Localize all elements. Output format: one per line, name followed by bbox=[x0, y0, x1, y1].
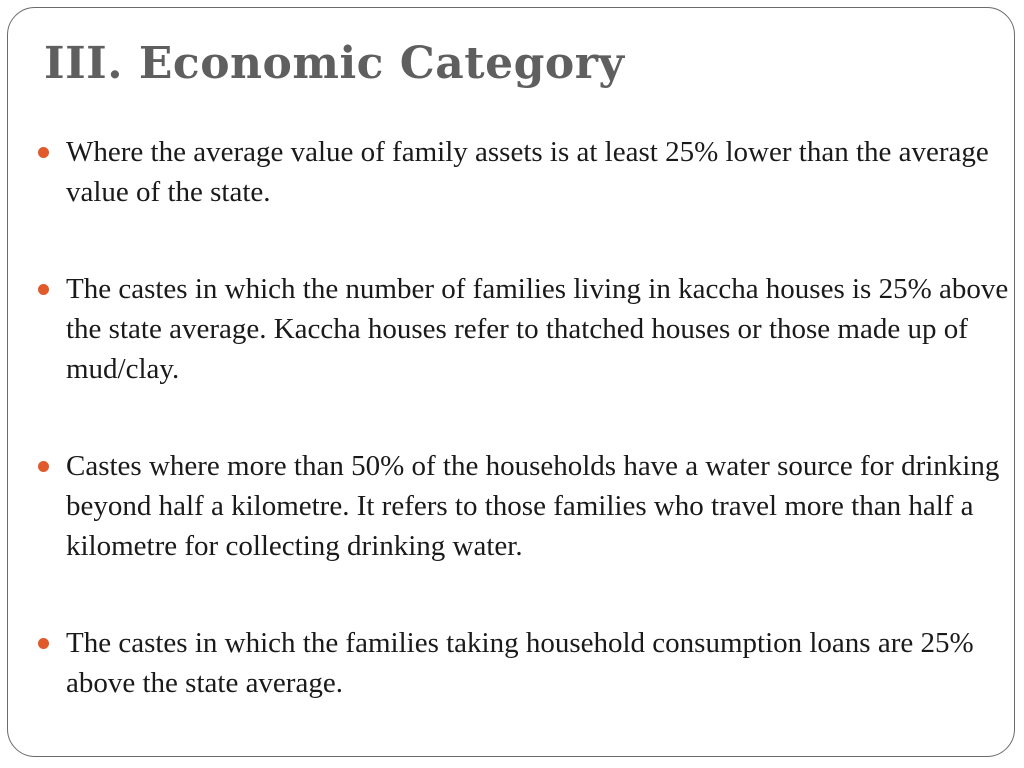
bullet-dot-icon bbox=[38, 284, 49, 295]
bullet-item-consumption-loans bbox=[66, 623, 1021, 703]
bullet-dot-icon bbox=[38, 638, 49, 649]
bullet-dot-icon bbox=[38, 461, 49, 472]
bullet-item-assets bbox=[66, 132, 1021, 212]
bullet-list bbox=[66, 132, 1021, 760]
bullet-text: Where the average value of family assets is at least 25% lower than the average value of the state. bbox=[66, 136, 989, 208]
bullet-text: The castes in which the families taking household consumption loans are 25% above the state average. bbox=[66, 627, 974, 699]
bullet-text: Castes where more than 50% of the households have a water source for drinking beyond half a kilometre. It refers to those families who travel more than half a kilometre for collecting drinking water. bbox=[66, 450, 1000, 562]
bullet-text: The castes in which the number of families living in kaccha houses is 25% above the state average. Kaccha houses refer to thatched houses or those made up of mud/clay. bbox=[66, 273, 1009, 385]
bullet-dot-icon bbox=[38, 147, 49, 158]
bullet-item-kaccha-houses bbox=[66, 269, 1021, 389]
slide-frame bbox=[7, 7, 1015, 757]
bullet-item-water-source bbox=[66, 446, 1021, 566]
slide-title: III. Economic Category bbox=[44, 38, 625, 89]
